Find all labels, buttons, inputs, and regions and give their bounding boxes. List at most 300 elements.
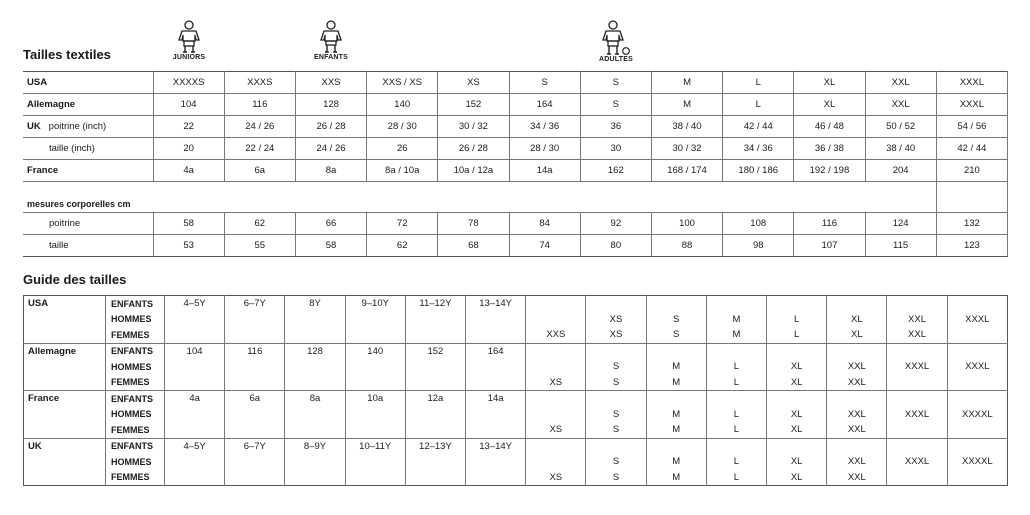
table-cell: S xyxy=(586,375,646,391)
table-cell: 66 xyxy=(295,213,366,235)
table-cell: S xyxy=(646,327,706,343)
table-cell: XL xyxy=(794,94,865,116)
table-cell: S xyxy=(586,470,646,486)
table-cell: 116 xyxy=(225,343,285,359)
table-cell: 92 xyxy=(580,213,651,235)
table-cell xyxy=(827,391,887,407)
spacer-row xyxy=(23,182,1008,196)
table-cell: M xyxy=(651,94,722,116)
table-cell: M xyxy=(651,72,722,94)
table-cell: XXL xyxy=(827,375,887,391)
table-cell xyxy=(767,391,827,407)
juniors-figure xyxy=(159,20,219,61)
table-cell xyxy=(947,343,1007,359)
table-cell: L xyxy=(706,422,766,438)
table-cell xyxy=(947,296,1007,312)
table-cell: XXL xyxy=(887,312,947,328)
guide-row-allemagne-hommes xyxy=(24,359,1008,375)
table-cell xyxy=(526,312,586,328)
table-cell: 24 / 26 xyxy=(224,116,295,138)
table-cell: XXXXS xyxy=(153,72,224,94)
table-cell: 180 / 186 xyxy=(723,160,794,182)
table-cell xyxy=(767,438,827,454)
table-cell xyxy=(345,327,405,343)
table-cell: XS xyxy=(438,72,509,94)
textile-row-usa xyxy=(23,72,1008,94)
table-cell xyxy=(165,327,225,343)
table-cell: S xyxy=(509,72,580,94)
table-cell: 164 xyxy=(509,94,580,116)
table-cell: L xyxy=(767,327,827,343)
table-cell xyxy=(767,296,827,312)
table-cell: 8a / 10a xyxy=(367,160,438,182)
table-cell: 30 / 32 xyxy=(438,116,509,138)
table-cell: XXL xyxy=(827,470,887,486)
table-cell: 55 xyxy=(224,235,295,257)
table-cell xyxy=(165,470,225,486)
row-label xyxy=(23,116,153,138)
table-cell: 8Y xyxy=(285,296,345,312)
table-cell: 68 xyxy=(438,235,509,257)
table-cell: 6a xyxy=(225,391,285,407)
table-cell xyxy=(405,407,465,423)
table-cell: 124 xyxy=(865,213,936,235)
juniors-icon xyxy=(176,20,202,54)
table-cell xyxy=(285,454,345,470)
table-cell xyxy=(586,296,646,312)
guide-row-france-enfants xyxy=(24,391,1008,407)
table-cell: M xyxy=(646,422,706,438)
table-cell: 204 xyxy=(865,160,936,182)
table-cell: 14a xyxy=(509,160,580,182)
table-cell xyxy=(345,422,405,438)
textile-row-allemagne xyxy=(23,94,1008,116)
table-cell: L xyxy=(723,72,794,94)
table-cell: 22 / 24 xyxy=(224,138,295,160)
guide-country-spacer xyxy=(24,454,106,470)
table-cell xyxy=(646,438,706,454)
guide-country-spacer xyxy=(24,470,106,486)
table-cell: L xyxy=(706,454,766,470)
textile-row-uk-chest xyxy=(23,116,1008,138)
guide-category-label: HOMMES xyxy=(106,407,165,423)
table-cell: 104 xyxy=(165,343,225,359)
table-cell xyxy=(225,312,285,328)
table-cell: 116 xyxy=(794,213,865,235)
table-cell: 62 xyxy=(224,213,295,235)
table-cell: 4a xyxy=(165,391,225,407)
table-cell: XXXXL xyxy=(947,454,1007,470)
table-cell: 28 / 30 xyxy=(367,116,438,138)
guide-country-spacer xyxy=(24,359,106,375)
guide-category-label: ENFANTS xyxy=(106,343,165,359)
size-guide-table xyxy=(23,295,1008,486)
guide-country-spacer xyxy=(24,407,106,423)
table-cell: 58 xyxy=(153,213,224,235)
table-cell: 4a xyxy=(153,160,224,182)
size-guide-title: Guide des tailles xyxy=(23,272,127,287)
table-cell: 30 / 32 xyxy=(651,138,722,160)
table-cell xyxy=(827,343,887,359)
guide-country-spacer xyxy=(24,312,106,328)
table-cell xyxy=(887,422,947,438)
table-cell xyxy=(887,343,947,359)
table-cell xyxy=(225,407,285,423)
table-cell: M xyxy=(646,470,706,486)
table-cell xyxy=(466,407,526,423)
table-cell xyxy=(225,359,285,375)
table-cell: 62 xyxy=(367,235,438,257)
table-cell xyxy=(827,438,887,454)
guide-category-label: ENFANTS xyxy=(106,296,165,312)
table-cell xyxy=(405,454,465,470)
table-cell: 11–12Y xyxy=(405,296,465,312)
table-cell xyxy=(827,296,887,312)
body-measures-title: mesures corporelles cm xyxy=(27,198,131,209)
table-cell: XXXXL xyxy=(947,407,1007,423)
table-cell: XXXL xyxy=(936,94,1007,116)
table-cell: 4–5Y xyxy=(165,438,225,454)
table-cell xyxy=(165,407,225,423)
measures-row-waist xyxy=(23,235,1008,257)
row-label: Allemagne xyxy=(23,94,153,116)
guide-category-label: HOMMES xyxy=(106,312,165,328)
table-cell xyxy=(526,454,586,470)
textile-sizes-table xyxy=(23,71,1008,257)
table-cell xyxy=(405,375,465,391)
table-cell: 98 xyxy=(723,235,794,257)
table-cell: XL xyxy=(767,407,827,423)
table-cell xyxy=(526,391,586,407)
table-cell: 36 xyxy=(580,116,651,138)
adultes-label: ADULTES xyxy=(599,56,633,63)
table-cell xyxy=(767,343,827,359)
table-cell: 12–13Y xyxy=(405,438,465,454)
table-cell: L xyxy=(706,359,766,375)
table-cell: 14a xyxy=(466,391,526,407)
table-cell: L xyxy=(706,407,766,423)
table-cell xyxy=(285,470,345,486)
uk-label: UK xyxy=(27,121,41,132)
guide-category-label: FEMMES xyxy=(106,375,165,391)
chest-sublabel: poitrine xyxy=(23,213,153,235)
table-cell: 28 / 30 xyxy=(509,138,580,160)
table-cell: 128 xyxy=(295,94,366,116)
guide-row-uk-femmes xyxy=(24,470,1008,486)
table-cell: 164 xyxy=(466,343,526,359)
waist-sublabel: taille xyxy=(23,235,153,257)
table-cell xyxy=(466,312,526,328)
table-cell: 38 / 40 xyxy=(865,138,936,160)
table-cell: M xyxy=(706,327,766,343)
guide-row-france-hommes xyxy=(24,407,1008,423)
enfants-icon xyxy=(318,20,344,54)
table-cell: 84 xyxy=(509,213,580,235)
table-cell: 38 / 40 xyxy=(651,116,722,138)
table-cell: M xyxy=(646,407,706,423)
table-cell: 12a xyxy=(405,391,465,407)
table-cell: 210 xyxy=(936,160,1007,182)
table-cell: 26 / 28 xyxy=(295,116,366,138)
table-cell: 115 xyxy=(865,235,936,257)
guide-category-label: HOMMES xyxy=(106,359,165,375)
table-cell: 128 xyxy=(285,343,345,359)
table-cell xyxy=(586,391,646,407)
table-cell: XL xyxy=(827,327,887,343)
table-cell: L xyxy=(706,470,766,486)
table-cell: XXXL xyxy=(887,454,947,470)
table-cell: XL xyxy=(767,359,827,375)
adultes-icon xyxy=(601,20,631,56)
table-cell xyxy=(225,454,285,470)
table-cell: 192 / 198 xyxy=(794,160,865,182)
table-cell: 50 / 52 xyxy=(865,116,936,138)
table-cell: 88 xyxy=(651,235,722,257)
table-cell: 6–7Y xyxy=(225,296,285,312)
table-cell xyxy=(466,327,526,343)
table-cell xyxy=(285,375,345,391)
table-cell: M xyxy=(646,454,706,470)
table-cell xyxy=(887,470,947,486)
table-cell: 30 xyxy=(580,138,651,160)
table-cell xyxy=(466,422,526,438)
table-cell: XL xyxy=(794,72,865,94)
table-cell: XL xyxy=(767,422,827,438)
guide-row-france-femmes xyxy=(24,422,1008,438)
juniors-label: JUNIORS xyxy=(172,54,206,61)
table-cell: 72 xyxy=(367,213,438,235)
table-cell: 107 xyxy=(794,235,865,257)
table-cell: XL xyxy=(767,470,827,486)
table-cell xyxy=(285,359,345,375)
table-cell xyxy=(285,312,345,328)
table-cell: 8a xyxy=(295,160,366,182)
table-cell xyxy=(646,391,706,407)
table-cell: 108 xyxy=(723,213,794,235)
uk-chest-sublabel: poitrine (inch) xyxy=(48,121,107,132)
table-cell: XXL xyxy=(887,327,947,343)
table-cell xyxy=(466,470,526,486)
table-cell xyxy=(345,312,405,328)
table-cell: S xyxy=(586,422,646,438)
table-cell: XXL xyxy=(827,359,887,375)
table-cell xyxy=(526,296,586,312)
table-cell: XXL xyxy=(865,94,936,116)
table-cell xyxy=(165,312,225,328)
table-cell xyxy=(225,375,285,391)
table-cell xyxy=(706,438,766,454)
table-cell: XXXL xyxy=(936,72,1007,94)
table-cell xyxy=(526,359,586,375)
guide-row-usa-hommes xyxy=(24,312,1008,328)
table-cell xyxy=(526,407,586,423)
table-cell xyxy=(225,327,285,343)
row-label: France xyxy=(23,160,153,182)
table-cell xyxy=(345,454,405,470)
table-cell: XXS xyxy=(526,327,586,343)
table-cell xyxy=(345,359,405,375)
table-cell: XL xyxy=(827,312,887,328)
table-cell xyxy=(947,422,1007,438)
table-cell: XL xyxy=(767,375,827,391)
table-cell: 58 xyxy=(295,235,366,257)
table-cell xyxy=(526,438,586,454)
table-cell: XS xyxy=(526,375,586,391)
table-cell: 53 xyxy=(153,235,224,257)
table-cell xyxy=(466,375,526,391)
measures-row-chest xyxy=(23,213,1008,235)
table-cell: 152 xyxy=(405,343,465,359)
table-cell xyxy=(345,470,405,486)
table-cell: 36 / 38 xyxy=(794,138,865,160)
table-cell: S xyxy=(580,94,651,116)
table-cell: 80 xyxy=(580,235,651,257)
table-cell: 4–5Y xyxy=(165,296,225,312)
measures-title-row xyxy=(23,195,1008,213)
table-cell: 8–9Y xyxy=(285,438,345,454)
table-cell: 34 / 36 xyxy=(509,116,580,138)
table-cell: 6–7Y xyxy=(225,438,285,454)
table-cell: 132 xyxy=(936,213,1007,235)
table-cell: L xyxy=(767,312,827,328)
table-cell xyxy=(165,422,225,438)
table-cell xyxy=(405,470,465,486)
table-cell: 26 xyxy=(367,138,438,160)
table-cell xyxy=(947,327,1007,343)
table-cell: 100 xyxy=(651,213,722,235)
guide-country-spacer xyxy=(24,327,106,343)
table-cell xyxy=(887,391,947,407)
table-cell xyxy=(405,327,465,343)
table-cell xyxy=(706,343,766,359)
table-cell: XXXS xyxy=(224,72,295,94)
table-cell xyxy=(466,359,526,375)
table-cell: 46 / 48 xyxy=(794,116,865,138)
table-cell: 13–14Y xyxy=(466,296,526,312)
table-cell xyxy=(526,343,586,359)
table-cell xyxy=(285,422,345,438)
table-cell xyxy=(466,454,526,470)
textile-row-france xyxy=(23,160,1008,182)
table-cell: 123 xyxy=(936,235,1007,257)
table-cell: 78 xyxy=(438,213,509,235)
table-cell xyxy=(345,407,405,423)
guide-row-usa-femmes xyxy=(24,327,1008,343)
table-cell xyxy=(706,296,766,312)
table-cell: 6a xyxy=(224,160,295,182)
table-cell: 34 / 36 xyxy=(723,138,794,160)
guide-category-label: FEMMES xyxy=(106,327,165,343)
table-cell: S xyxy=(586,407,646,423)
guide-country-label: Allemagne xyxy=(28,345,77,357)
table-cell: 10–11Y xyxy=(345,438,405,454)
table-cell: 22 xyxy=(153,116,224,138)
table-cell xyxy=(887,438,947,454)
table-cell: 140 xyxy=(345,343,405,359)
table-cell: 104 xyxy=(153,94,224,116)
row-label: USA xyxy=(23,72,153,94)
table-cell: 10a / 12a xyxy=(438,160,509,182)
table-cell: XXL xyxy=(865,72,936,94)
table-cell xyxy=(345,375,405,391)
table-cell: 140 xyxy=(367,94,438,116)
table-cell xyxy=(405,359,465,375)
table-cell: 162 xyxy=(580,160,651,182)
table-cell: 116 xyxy=(224,94,295,116)
table-cell: 54 / 56 xyxy=(936,116,1007,138)
table-cell xyxy=(586,343,646,359)
table-cell: M xyxy=(646,375,706,391)
table-cell: 42 / 44 xyxy=(723,116,794,138)
table-cell: 9–10Y xyxy=(345,296,405,312)
table-cell: S xyxy=(586,454,646,470)
table-cell: XXL xyxy=(827,407,887,423)
table-cell xyxy=(706,391,766,407)
table-cell: 152 xyxy=(438,94,509,116)
table-cell: 74 xyxy=(509,235,580,257)
textile-row-uk-waist xyxy=(23,138,1008,160)
guide-category-label: ENFANTS xyxy=(106,438,165,454)
table-cell: XS xyxy=(586,327,646,343)
table-cell: 13–14Y xyxy=(466,438,526,454)
table-cell: XXXL xyxy=(887,407,947,423)
enfants-figure xyxy=(301,20,361,61)
table-cell: XS xyxy=(526,422,586,438)
table-cell: 26 / 28 xyxy=(438,138,509,160)
guide-row-uk-hommes xyxy=(24,454,1008,470)
table-cell xyxy=(165,375,225,391)
table-cell: XXXL xyxy=(887,359,947,375)
table-cell xyxy=(285,407,345,423)
table-cell xyxy=(225,422,285,438)
table-cell: 42 / 44 xyxy=(936,138,1007,160)
table-cell xyxy=(887,375,947,391)
table-cell: 24 / 26 xyxy=(295,138,366,160)
table-cell xyxy=(225,470,285,486)
uk-waist-sublabel: taille (inch) xyxy=(23,138,153,160)
table-cell: XXL xyxy=(827,454,887,470)
table-cell xyxy=(165,359,225,375)
table-cell xyxy=(947,375,1007,391)
guide-country-label: UK xyxy=(28,440,42,452)
table-cell xyxy=(947,470,1007,486)
table-cell xyxy=(586,438,646,454)
adultes-figure xyxy=(586,20,646,63)
guide-row-allemagne-enfants xyxy=(24,343,1008,359)
guide-category-label: FEMMES xyxy=(106,470,165,486)
table-cell: XXS xyxy=(295,72,366,94)
guide-row-allemagne-femmes xyxy=(24,375,1008,391)
table-cell: S xyxy=(646,312,706,328)
guide-category-label: HOMMES xyxy=(106,454,165,470)
guide-category-label: FEMMES xyxy=(106,422,165,438)
guide-country-label: USA xyxy=(28,298,49,310)
table-cell: 10a xyxy=(345,391,405,407)
guide-country-spacer xyxy=(24,375,106,391)
table-cell: XXXL xyxy=(947,312,1007,328)
table-cell: 168 / 174 xyxy=(651,160,722,182)
table-cell: 8a xyxy=(285,391,345,407)
table-cell: XXL xyxy=(827,422,887,438)
table-cell xyxy=(947,438,1007,454)
table-cell xyxy=(285,327,345,343)
guide-category-label: ENFANTS xyxy=(106,391,165,407)
table-cell xyxy=(165,454,225,470)
table-cell xyxy=(646,343,706,359)
table-cell: S xyxy=(580,72,651,94)
table-cell: XS xyxy=(526,470,586,486)
table-cell xyxy=(405,422,465,438)
